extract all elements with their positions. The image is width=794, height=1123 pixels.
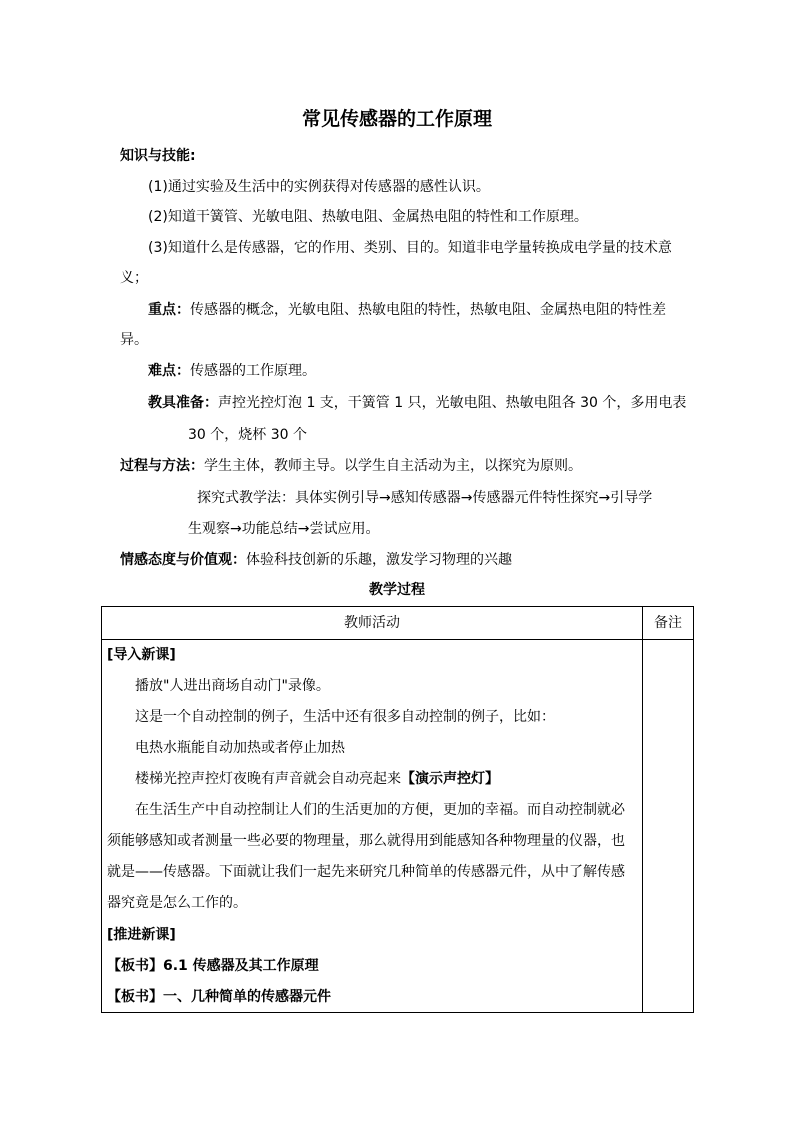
activity-line: 在生活生产中自动控制让人们的生活更加的方便，更加的幸福。而自动控制就必: [135, 802, 625, 818]
header-teacher-activity: 教师活动: [344, 615, 400, 631]
table-caption: 教学过程: [369, 582, 425, 598]
activity-line-with-demo: [135, 769, 499, 789]
activity-line: 就是——传感器。下面就让我们一起先来研究几种简单的传感器元件，从中了解传感: [107, 864, 625, 880]
knowledge-item-3: (3)知道什么是传感器，它的作用、类别、目的。知道非电学量转换成电学量的技术意: [148, 240, 672, 256]
activity-line: 须能够感知或者测量一些必要的物理量，那么就得用到能感知各种物理量的仪器，也: [107, 833, 625, 849]
emotion-label: 情感态度与价值观：: [120, 552, 246, 568]
key-point-text: 传感器的概念，光敏电阻、热敏电阻的特性，热敏电阻、金属热电阻的特性差: [190, 302, 666, 318]
knowledge-item-1: (1)通过实验及生活中的实例获得对传感器的感性认识。: [148, 179, 490, 195]
process-line: [120, 456, 582, 476]
process-label: 过程与方法：: [120, 458, 204, 474]
equipment-text: 声控光控灯泡 1 支，干簧管 1 只，光敏电阻、热敏电阻各 30 个，多用电表: [218, 395, 687, 411]
section-intro-new-lesson: [导入新课]: [107, 647, 176, 663]
equipment-line: [148, 393, 686, 413]
key-point-label: 重点：: [148, 302, 190, 318]
header-note: 备注: [654, 615, 682, 631]
emotion-line: [120, 550, 512, 570]
activity-line: 器究竟是怎么工作的。: [107, 895, 247, 911]
key-point-line: [148, 300, 666, 320]
activity-line: 播放"人进出商场自动门"录像。: [135, 678, 330, 694]
process-method-cont: 生观察→功能总结→尝试应用。: [188, 521, 380, 537]
knowledge-item-3-cont: 义；: [120, 270, 148, 286]
knowledge-item-2: (2)知道干簧管、光敏电阻、热敏电阻、金属热电阻的特性和工作原理。: [148, 209, 588, 225]
equipment-cont: 30 个，烧杯 30 个: [188, 427, 307, 443]
section-new-lesson: [推进新课]: [107, 927, 176, 943]
column-divider: [642, 607, 643, 1012]
difficulty-label: 难点：: [148, 363, 190, 379]
activity-text: 楼梯光控声控灯夜晚有声音就会自动亮起来: [135, 771, 401, 787]
activity-line: 电热水瓶能自动加热或者停止加热: [135, 740, 345, 756]
blackboard-note: 【板书】6.1 传感器及其工作原理: [107, 958, 319, 974]
header-divider: [102, 639, 693, 640]
document-title: 常见传感器的工作原理: [301, 108, 492, 130]
process-method-line: 探究式教学法：具体实例引导→感知传感器→传感器元件特性探究→引导学: [197, 490, 653, 506]
knowledge-heading: 知识与技能:: [120, 148, 196, 164]
demo-label: 【演示声控灯】: [401, 771, 499, 787]
process-text: 学生主体，教师主导。以学生自主活动为主，以探究为原则。: [204, 458, 582, 474]
equipment-label: 教具准备：: [148, 395, 218, 411]
difficulty-line: [148, 361, 316, 381]
teaching-process-table: [101, 606, 694, 1013]
blackboard-note: 【板书】一、几种简单的传感器元件: [107, 989, 331, 1005]
difficulty-text: 传感器的工作原理。: [190, 363, 316, 379]
activity-line: 这是一个自动控制的例子，生活中还有很多自动控制的例子，比如：: [135, 709, 555, 725]
emotion-text: 体验科技创新的乐趣，激发学习物理的兴趣: [246, 552, 512, 568]
key-point-cont: 异。: [120, 332, 148, 348]
